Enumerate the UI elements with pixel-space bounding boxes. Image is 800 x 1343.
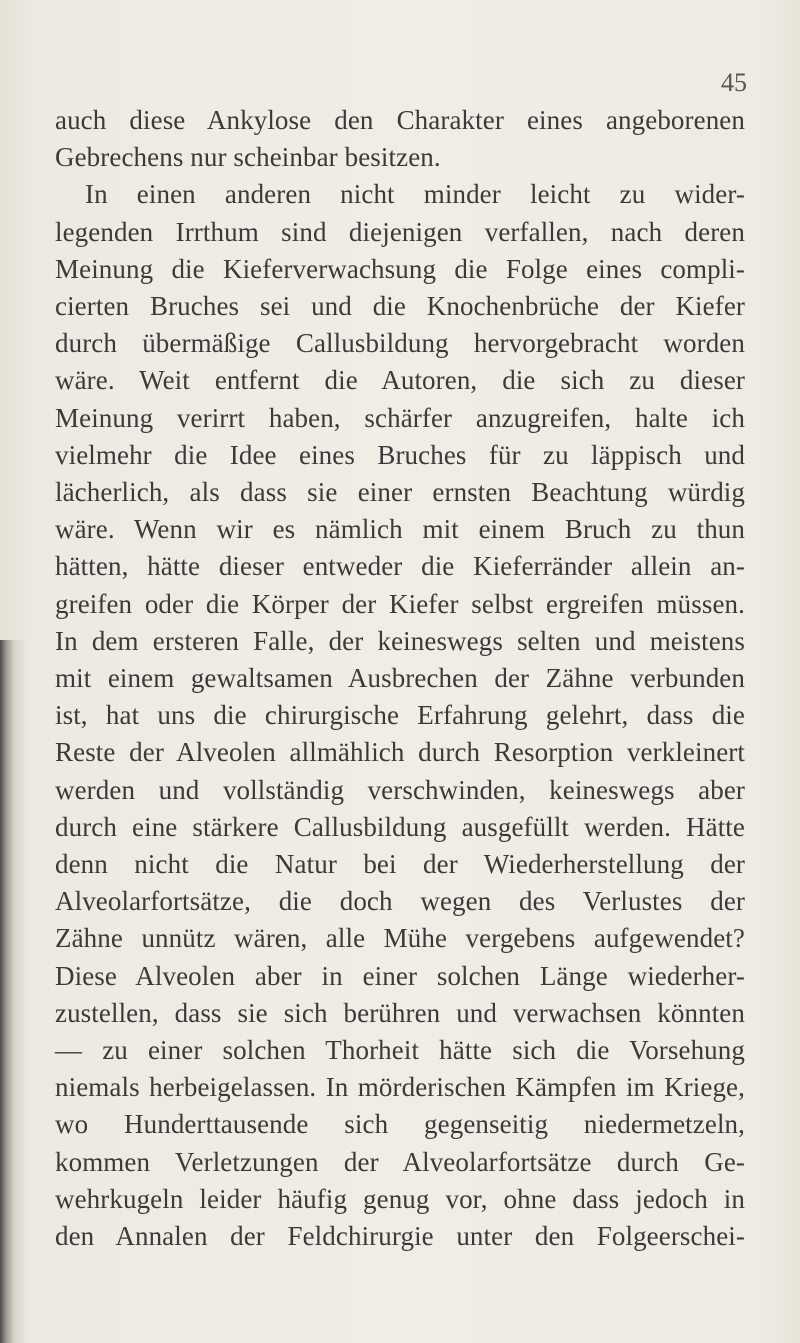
text-line: wäre. Weit entfernt die Autoren, die sich zu dieser	[55, 365, 745, 396]
text-line: Meinung die Kieferverwachsung die Folge eines compli-	[55, 253, 745, 284]
text-line: Gebrechens nur scheinbar besitzen.	[55, 142, 441, 173]
text-line: Meinung verirrt haben, schärfer anzugreifen, halte ich	[55, 402, 745, 433]
text-line: wäre. Wenn wir es nämlich mit einem Bruch zu thun	[55, 514, 745, 545]
binding-shadow	[0, 640, 26, 1343]
text-line: Alveolarfortsätze, die doch wegen des Verlustes der	[55, 886, 745, 917]
text-line: ist, hat uns die chirurgische Erfahrung gelehrt, dass die	[55, 700, 745, 731]
text-line: mit einem gewaltsamen Ausbrechen der Zähne verbunden	[55, 663, 745, 694]
text-line: wo Hunderttausende sich gegenseitig niedermetzeln,	[55, 1109, 745, 1140]
text-line: lächerlich, als dass sie einer ernsten Beachtung würdig	[55, 477, 745, 508]
body-text	[55, 102, 745, 1255]
text-line: In dem ersteren Falle, der keineswegs selten und meistens	[55, 625, 745, 656]
text-line: niemals herbeigelassen. In mörderischen Kämpfen im Kriege,	[55, 1072, 745, 1103]
text-line: werden und vollständig verschwinden, keineswegs aber	[55, 774, 745, 805]
text-line: Diese Alveolen aber in einer solchen Länge wiederher-	[55, 960, 745, 991]
text-line: — zu einer solchen Thorheit hätte sich die Vorsehung	[55, 1035, 745, 1066]
text-line: den Annalen der Feldchirurgie unter den Folgeerschei-	[55, 1221, 745, 1252]
text-line: durch übermäßige Callusbildung hervorgebracht worden	[55, 328, 745, 359]
text-line: legenden Irrthum sind diejenigen verfallen, nach deren	[55, 216, 745, 247]
text-line: denn nicht die Natur bei der Wiederherstellung der	[55, 849, 745, 880]
text-line: zustellen, dass sie sich berühren und verwachsen könnten	[55, 997, 745, 1028]
text-line: Zähne unnütz wären, alle Mühe vergebens aufgewendet?	[55, 923, 745, 954]
text-line: vielmehr die Idee eines Bruches für zu läppisch und	[55, 439, 745, 470]
text-line: kommen Verletzungen der Alveolarfortsätze durch Ge-	[55, 1146, 745, 1177]
text-line: auch diese Ankylose den Charakter eines angeborenen	[55, 105, 745, 135]
text-line: hätten, hätte dieser entweder die Kieferränder allein an-	[55, 551, 745, 582]
page-number: 45	[721, 68, 747, 97]
text-line: durch eine stärkere Callusbildung ausgefüllt werden. Hätte	[55, 811, 745, 842]
text-line: In einen anderen nicht minder leicht zu wider-	[85, 179, 745, 210]
text-line: greifen oder die Körper der Kiefer selbst ergreifen müssen.	[55, 588, 745, 619]
text-line: wehrkugeln leider häufig genug vor, ohne dass jedoch in	[55, 1183, 745, 1214]
text-line: cierten Bruches sei und die Knochenbrüche der Kiefer	[55, 291, 745, 322]
text-line: Reste der Alveolen allmählich durch Resorption verkleinert	[55, 737, 745, 768]
